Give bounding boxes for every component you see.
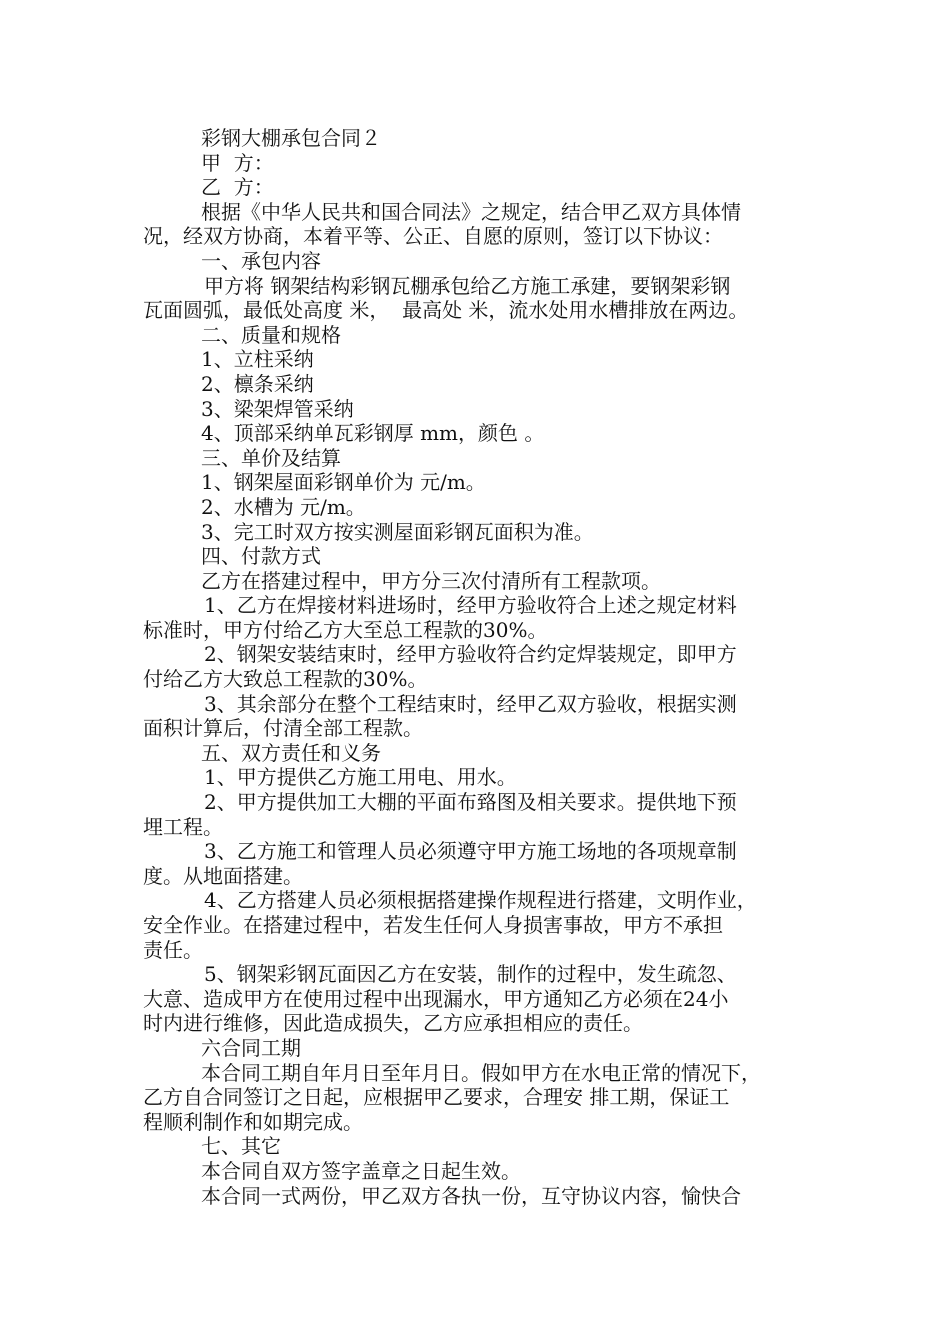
- paragraph-line: 责任。: [143, 937, 203, 962]
- list-item: 2、钢架安装结束时，经甲方验收符合约定焊装规定，即甲方: [204, 642, 737, 667]
- paragraph-line: 埋工程。: [143, 814, 223, 839]
- paragraph-line: 瓦面圆弧，最低处高度 米， 最高处 米，流水处用水槽排放在两边。: [143, 298, 749, 323]
- list-item: 3、完工时双方按实测屋面彩钢瓦面积为准。: [201, 519, 594, 544]
- list-item: 1、甲方提供乙方施工用电、用水。: [204, 765, 517, 790]
- paragraph-line: 况，经双方协商，本着平等、公正、自愿的原则，签订以下协议：: [143, 224, 723, 249]
- paragraph-line: 本合同一式两份，甲乙双方各执一份，互守协议内容，愉快合: [201, 1183, 741, 1208]
- section-heading: 三、单价及结算: [201, 445, 341, 470]
- paragraph-line: 付给乙方大致总工程款的30%。: [143, 667, 428, 692]
- list-item: 2、甲方提供加工大棚的平面布臵图及相关要求。提供地下预: [204, 790, 737, 815]
- paragraph-line: 安全作业。在搭建过程中，若发生任何人身损害事故，甲方不承担: [143, 913, 723, 937]
- paragraph-line: 大意、造成甲方在使用过程中出现漏水，甲方通知乙方必须在24小: [143, 986, 729, 1011]
- paragraph-line: 本合同工期自年月日至年月日。假如甲方在水电正常的情况下，: [201, 1060, 761, 1085]
- paragraph-line: 标准时，甲方付给乙方大至总工程款的30%。: [143, 617, 548, 642]
- list-item: 4、顶部采纳单瓦彩钢厚 mm，颜色 。: [201, 421, 545, 446]
- paragraph-line: 度。从地面搭建。: [143, 863, 303, 888]
- paragraph-line: 程顺利制作和如期完成。: [143, 1109, 363, 1134]
- section-heading: 二、质量和规格: [201, 322, 341, 347]
- paragraph-line: 甲方将 钢架结构彩钢瓦棚承包给乙方施工承建，要钢架彩钢: [204, 273, 731, 298]
- section-heading: 四、付款方式: [201, 544, 321, 569]
- list-item: 3、梁架焊管采纳: [201, 396, 354, 421]
- list-item: 4、乙方搭建人员必须根据搭建操作规程进行搭建，文明作业，: [204, 888, 757, 913]
- paragraph-line: 时内进行维修，因此造成损失，乙方应承担相应的责任。: [143, 1011, 643, 1036]
- list-item: 1、乙方在焊接材料进场时，经甲方验收符合上述之规定材料: [204, 593, 737, 618]
- list-item: 2、水槽为 元/m。: [201, 494, 366, 519]
- section-heading: 七、其它: [201, 1134, 281, 1159]
- paragraph-line: 本合同自双方签字盖章之日起生效。: [201, 1158, 521, 1183]
- list-item: 3、乙方施工和管理人员必须遵守甲方施工场地的各项规章制: [204, 839, 737, 864]
- paragraph-line: 面积计算后，付清全部工程款。: [143, 716, 423, 741]
- document-body: [143, 126, 823, 1208]
- paragraph-line: 乙方在搭建过程中，甲方分三次付清所有工程款项。: [201, 568, 661, 593]
- paragraph-line: 根据《中华人民共和国合同法》之规定，结合甲乙双方具体情: [201, 199, 741, 224]
- party-a-label: 甲 方：: [201, 150, 274, 175]
- list-item: 1、立柱采纳: [201, 347, 314, 372]
- section-heading: 一、承包内容: [201, 248, 321, 273]
- list-item: 3、其余部分在整个工程结束时，经甲乙双方验收，根据实测: [204, 691, 737, 716]
- section-heading: 五、双方责任和义务: [201, 740, 381, 765]
- list-item: 5、钢架彩钢瓦面因乙方在安装，制作的过程中，发生疏忽、: [204, 962, 737, 987]
- party-b-label: 乙 方：: [201, 175, 274, 200]
- document-title: 彩钢大棚承包合同２: [201, 126, 381, 150]
- list-item: 2、檩条采纳: [201, 371, 314, 396]
- paragraph-line: 乙方自合同签订之日起，应根据甲乙要求，合理安 排工期，保证工: [143, 1085, 730, 1110]
- section-heading: 六合同工期: [201, 1035, 301, 1060]
- list-item: 1、钢架屋面彩钢单价为 元/m。: [201, 470, 486, 495]
